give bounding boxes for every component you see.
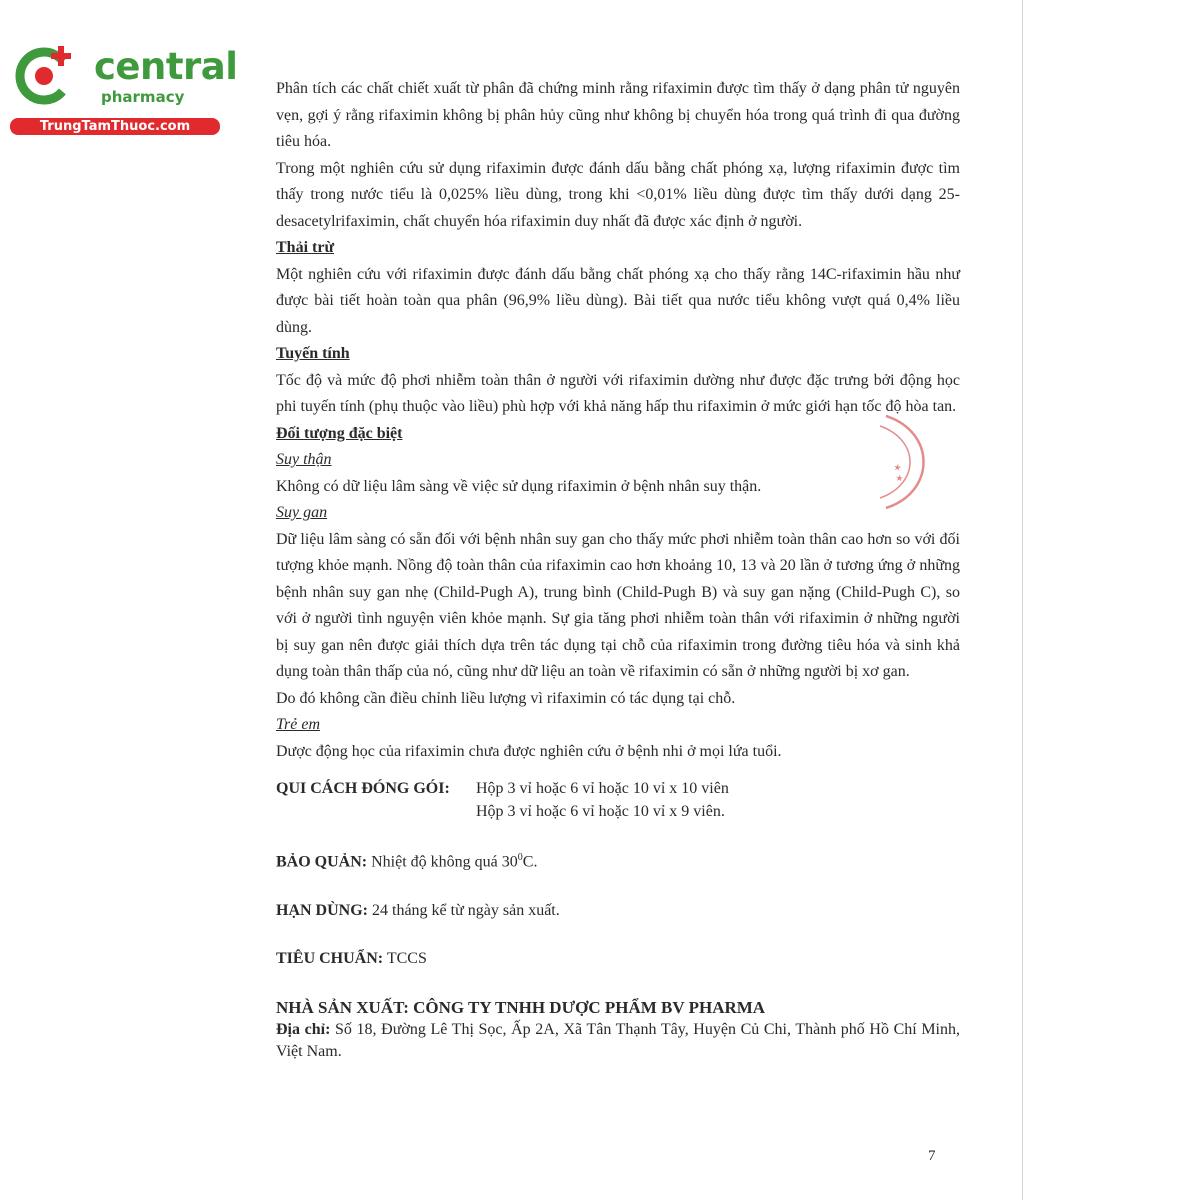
subheading-suy-than: Suy thận [276, 451, 332, 468]
manufacturer-address [276, 1019, 960, 1063]
subheading-tre-em: Trẻ em [276, 716, 320, 733]
paragraph-suy-gan-note: Do đó không cần điều chỉnh liều lượng vì rifaximin có tác dụng tại chỗ. [276, 689, 736, 707]
packaging-label: QUI CÁCH ĐÓNG GÓI: [276, 780, 450, 797]
storage-degree: 0 [517, 852, 523, 863]
address-label: Địa chỉ: [276, 1020, 331, 1038]
document-body [276, 76, 960, 1063]
storage-unit: C. [522, 853, 538, 871]
brand-url: TrungTamThuoc.com [10, 118, 220, 135]
standard-label: TIÊU CHUẨN: [276, 950, 384, 968]
page-number: 7 [928, 1148, 936, 1164]
paragraph-radiolabel: Trong một nghiên cứu sử dụng rifaximin được đánh dấu bằng chất phóng xạ, lượng rifaximin được tìm thấy trong nước tiểu là 0,025% liều dùng, trong khi <0,01% liều dùng được tìm thấy dưới dạng 25-desacetylrifaximin, chất chuyển hóa rifaximin duy nhất đã được xác định ở người. [276, 159, 960, 230]
packaging-line-2: Hộp 3 vỉ hoặc 6 vỉ hoặc 10 vỉ x 9 viên. [476, 803, 725, 820]
paragraph-thai-tru: Một nghiên cứu với rifaximin được đánh dấu bằng chất phóng xạ cho thấy rằng 14C-rifaximin hầu như được bài tiết hoàn toàn qua phân (96,9% liều dùng). Bài tiết qua nước tiểu không vượt quá 0,4% liều dùng. [276, 265, 960, 336]
heading-doi-tuong: Đối tượng đặc biệt [276, 424, 403, 442]
manufacturer-block [276, 997, 960, 1063]
logo-mark-icon [10, 38, 82, 110]
address-text: Số 18, Đường Lê Thị Sọc, Ấp 2A, Xã Tân Thạnh Tây, Huyện Củ Chi, Thành phố Hồ Chí Minh, Việt Nam. [276, 1020, 961, 1060]
brand-name: central [94, 45, 238, 88]
paragraph-suy-than: Không có dữ liệu lâm sàng về việc sử dụng rifaximin ở bệnh nhân suy thận. [276, 477, 762, 495]
standard-text: TCCS [383, 950, 427, 968]
storage-text: Nhiệt độ không quá 30 [367, 853, 518, 871]
brand-sub: pharmacy [101, 88, 185, 106]
standard-line [276, 946, 960, 973]
shelf-life-text: 24 tháng kể từ ngày sản xuất. [368, 901, 560, 919]
manufacturer-title: NHÀ SẢN XUẤT: CÔNG TY TNHH DƯỢC PHẨM BV PHARMA [276, 997, 766, 1017]
paragraph-tuyen-tinh: Tốc độ và mức độ phơi nhiễm toàn thân ở người với rifaximin dường như được đặc trưng bởi động học phi tuyến tính (phụ thuộc vào liều) phù hợp với khả năng hấp thu rifaximin ở mức giới hạn tốc độ hòa tan. [276, 371, 960, 415]
packaging-values [476, 777, 729, 823]
paragraph-tre-em: Dược động học của rifaximin chưa được nghiên cứu ở bệnh nhi ở mọi lứa tuổi. [276, 742, 782, 760]
storage-label: BẢO QUẢN: [276, 853, 368, 871]
svg-text:★ ★: ★ ★ [891, 462, 905, 484]
subheading-suy-gan: Suy gan [276, 504, 328, 521]
packaging-block [276, 777, 960, 823]
central-pharmacy-logo [10, 38, 238, 138]
storage-line [276, 845, 960, 876]
paragraph-suy-gan: Dữ liệu lâm sàng có sẵn đối với bệnh nhân suy gan cho thấy mức phơi nhiễm toàn thân cao hơn so với đối tượng khỏe mạnh. Nồng độ toàn thân của rifaximin cao hơn khoảng 10, 13 và 20 lần ở tương ứng ở những bệnh nhân suy gan nhẹ (Child-Pugh A), trung bình (Child-Pugh B) và suy gan nặng (Child-Pugh C), so với ở người tình nguyện viên khỏe mạnh. Sự gia tăng phơi nhiễm toàn thân với rifaximin ở những người bị suy gan nên được giải thích dựa trên tác dụng tại chỗ của rifaximin trong đường tiêu hóa và sinh khả dụng toàn thân thấp của nó, cũng như dữ liệu an toàn về rifaximin có sẵn ở những người bị xơ gan. [276, 530, 960, 680]
shelf-life-line [276, 898, 960, 925]
shelf-life-label: HẠN DÙNG: [276, 901, 368, 919]
packaging-line-1: Hộp 3 vỉ hoặc 6 vỉ hoặc 10 vỉ x 10 viên [476, 780, 729, 797]
heading-tuyen-tinh: Tuyến tính [276, 345, 350, 362]
page-edge [1022, 0, 1023, 1200]
heading-thai-tru: Thải trừ [276, 239, 335, 256]
paragraph-extracts: Phân tích các chất chiết xuất từ phân đã chứng minh rằng rifaximin được tìm thấy ở dạng phân tử nguyên vẹn, gợi ý rằng rifaximin không bị phân hủy cũng như không bị chuyển hóa trong quá trình đi qua đường tiêu hóa. [276, 80, 960, 150]
